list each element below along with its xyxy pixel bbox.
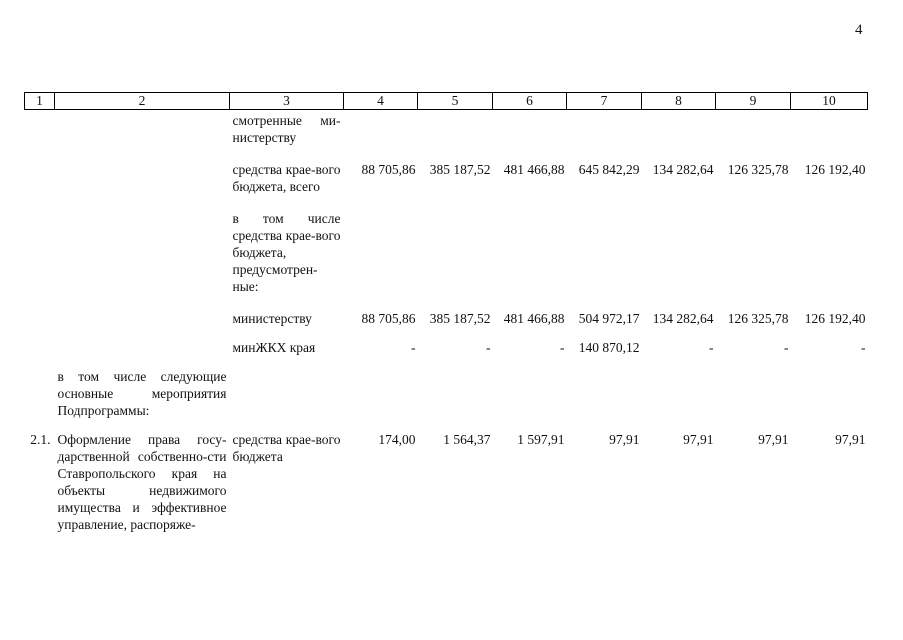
- amount-cell: 97,91: [609, 432, 640, 447]
- amount-cell: [418, 356, 493, 419]
- row-number: [25, 295, 55, 327]
- header-cell: 2: [55, 93, 230, 110]
- amount-cell: [791, 356, 868, 419]
- funding-source: смотренные ми-нистерству: [232, 113, 341, 145]
- header-cell: 8: [642, 93, 716, 110]
- amount-cell: 97,91: [835, 432, 866, 447]
- amount-cell: 385 187,52: [429, 162, 491, 177]
- row-number: [25, 327, 55, 356]
- amount-cell: 504 972,17: [578, 311, 640, 326]
- measure-name: [55, 195, 230, 295]
- measure-name: [55, 327, 230, 356]
- row-number: [25, 146, 55, 195]
- amount-cell: 385 187,52: [429, 311, 491, 326]
- amount-cell: [567, 195, 642, 295]
- page-number: 4: [855, 22, 863, 38]
- table-row: [25, 295, 868, 327]
- header-cell: 10: [791, 93, 868, 110]
- amount-cell: 134 282,64: [652, 311, 714, 326]
- amount-cell: [642, 110, 716, 147]
- table-row: [25, 356, 868, 419]
- amount-cell: [642, 195, 716, 295]
- table-row: [25, 110, 868, 147]
- amount-cell: [344, 195, 418, 295]
- row-number: [25, 195, 55, 295]
- amount-cell: 481 466,88: [503, 162, 565, 177]
- funding-source: в том числе средства крае-вого бюджета, предусмотрен-ные:: [232, 211, 341, 294]
- table-row: [25, 146, 868, 195]
- amount-cell: 481 466,88: [503, 311, 565, 326]
- header-cell: 9: [716, 93, 791, 110]
- measure-name: [55, 146, 230, 195]
- amount-cell: 97,91: [758, 432, 789, 447]
- measure-name: [55, 295, 230, 327]
- amount-cell: [642, 356, 716, 419]
- row-number: [25, 356, 55, 419]
- amount-cell: [418, 195, 493, 295]
- amount-cell: 1 564,37: [443, 432, 491, 447]
- table-header-row: [25, 93, 868, 110]
- amount-cell: [716, 110, 791, 147]
- amount-cell: 126 192,40: [804, 311, 866, 326]
- amount-cell: -: [709, 340, 714, 355]
- header-cell: 5: [418, 93, 493, 110]
- amount-cell: 126 325,78: [727, 311, 789, 326]
- header-cell: 3: [230, 93, 344, 110]
- table-row: [25, 195, 868, 295]
- amount-cell: 88 705,86: [361, 162, 416, 177]
- amount-cell: 1 597,91: [517, 432, 565, 447]
- amount-cell: -: [560, 340, 565, 355]
- measure-name: [55, 110, 230, 147]
- measure-name: Оформление права госу-дарственной собственно-сти Ставропольского края на объекты недвижимого имущества и эффективное управление, распоряже-: [57, 432, 227, 532]
- amount-cell: 134 282,64: [652, 162, 714, 177]
- amount-cell: [344, 110, 418, 147]
- table-row: [25, 419, 868, 533]
- amount-cell: [567, 110, 642, 147]
- funding-source: [230, 356, 344, 419]
- row-number: 2.1.: [30, 432, 51, 447]
- amount-cell: 126 192,40: [804, 162, 866, 177]
- amount-cell: -: [411, 340, 416, 355]
- header-cell: 4: [344, 93, 418, 110]
- amount-cell: [493, 110, 567, 147]
- amount-cell: 174,00: [378, 432, 416, 447]
- row-number: [25, 110, 55, 147]
- table-row: [25, 327, 868, 356]
- amount-cell: [791, 195, 868, 295]
- measure-name: в том числе следующие основные мероприятия Подпрограммы:: [57, 369, 227, 418]
- amount-cell: 88 705,86: [361, 311, 416, 326]
- header-cell: 7: [567, 93, 642, 110]
- header-cell: 1: [25, 93, 55, 110]
- header-cell: 6: [493, 93, 567, 110]
- amount-cell: [716, 195, 791, 295]
- amount-cell: -: [784, 340, 789, 355]
- amount-cell: [418, 110, 493, 147]
- funding-source: минЖКХ края: [232, 340, 316, 355]
- funding-source: министерству: [232, 311, 312, 326]
- amount-cell: [791, 110, 868, 147]
- amount-cell: 140 870,12: [578, 340, 640, 355]
- amount-cell: -: [486, 340, 491, 355]
- amount-cell: [493, 195, 567, 295]
- amount-cell: 97,91: [683, 432, 714, 447]
- amount-cell: -: [861, 340, 866, 355]
- amount-cell: 645 842,29: [578, 162, 640, 177]
- amount-cell: [344, 356, 418, 419]
- amount-cell: [567, 356, 642, 419]
- funding-source: средства крае-вого бюджета, всего: [232, 162, 341, 194]
- budget-table: [24, 92, 867, 533]
- amount-cell: [716, 356, 791, 419]
- amount-cell: [493, 356, 567, 419]
- amount-cell: 126 325,78: [727, 162, 789, 177]
- funding-source: средства крае-вого бюджета: [232, 432, 341, 464]
